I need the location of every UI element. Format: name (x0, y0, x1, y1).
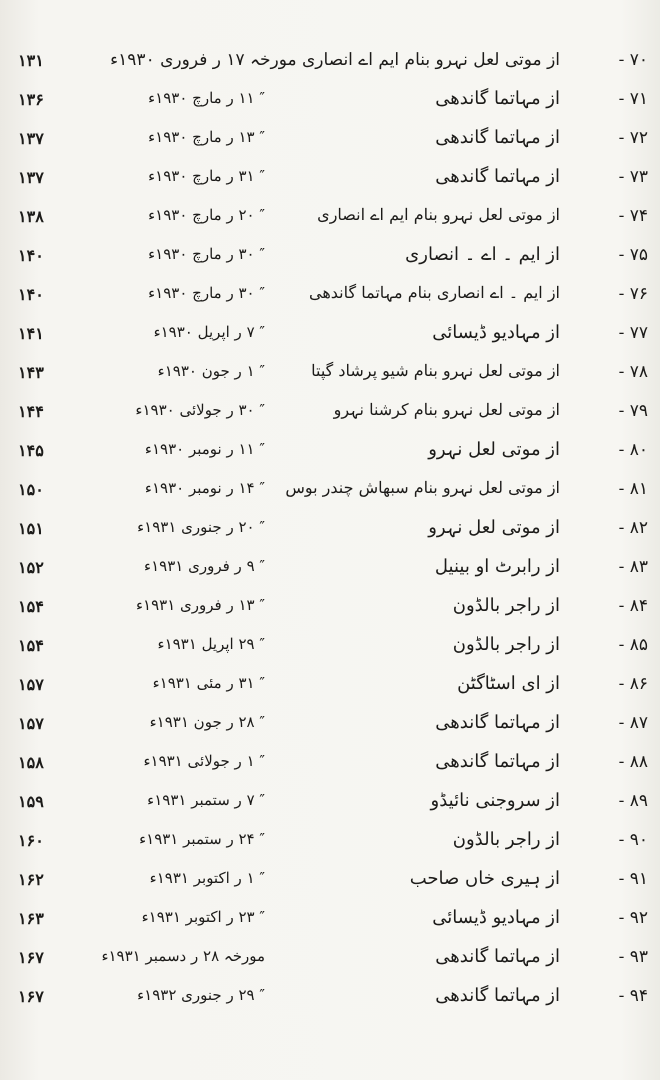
entry-author: از مہادیو ڈیسائی (432, 907, 560, 928)
entry-date: ″ ۱۱ ر نومبر ۱۹۳۰ء (144, 440, 265, 458)
entry-number: ۸۳ - (618, 557, 648, 577)
entry-page: ۱۳۷ (18, 129, 44, 148)
entry-page: ۱۵۷ (18, 675, 44, 694)
entry-page: ۱۵۹ (18, 792, 44, 811)
entry-number: ۸۹ - (618, 791, 648, 811)
list-item (0, 200, 660, 240)
entry-author: از مہاتما گاندھی (435, 88, 560, 109)
entry-page: ۱۶۷ (18, 948, 44, 967)
entry-number: ۷۵ - (618, 245, 648, 265)
list-item (0, 707, 660, 747)
entry-date: ″ ۱۱ ر مارچ ۱۹۳۰ء (148, 89, 265, 107)
list-item (0, 239, 660, 279)
entry-date: ″ ۲۸ ر جون ۱۹۳۱ء (149, 713, 265, 731)
entry-author: از مہاتما گاندھی (435, 751, 560, 772)
entry-page: ۱۵۷ (18, 714, 44, 733)
entry-date: ″ ۳۰ ر مارچ ۱۹۳۰ء (148, 284, 265, 302)
entry-date: ″ ۹ ر فروری ۱۹۳۱ء (144, 557, 265, 575)
entry-number: ۸۲ - (618, 518, 648, 538)
entry-author: از ایم ۔ اے انصاری بنام مہاتما گاندھی (309, 283, 560, 302)
entry-page: ۱۶۳ (18, 909, 44, 928)
list-item (0, 44, 660, 84)
list-item (0, 161, 660, 201)
entry-number: ۸۴ - (618, 596, 648, 616)
entry-page: ۱۳۸ (18, 207, 44, 226)
entry-page: ۱۵۱ (18, 519, 44, 538)
entry-number: ۸۵ - (618, 635, 648, 655)
entry-author: از موتی لعل نہرو بنام کرشنا نہرو (333, 400, 560, 419)
entry-date: ″ ۲۳ ر اکتوبر ۱۹۳۱ء (141, 908, 265, 926)
entry-author: از ایم ۔ اے ۔ انصاری (405, 244, 560, 265)
entry-date: ″ ۲۰ ر جنوری ۱۹۳۱ء (137, 518, 265, 536)
entry-author: از سروجنی نائیڈو (430, 790, 560, 811)
entry-number: ۷۳ - (618, 167, 648, 187)
list-item (0, 317, 660, 357)
entry-page: ۱۴۴ (18, 402, 44, 421)
entry-date: ″ ۱ ر اکتوبر ۱۹۳۱ء (149, 869, 265, 887)
entry-page: ۱۴۰ (18, 246, 44, 265)
entry-date: ″ ۱ ر جون ۱۹۳۰ء (157, 362, 265, 380)
entry-date: ″ ۳۱ ر مئی ۱۹۳۱ء (152, 674, 265, 692)
entry-date: ″ ۷ ر اپریل ۱۹۳۰ء (153, 323, 265, 341)
entry-date: ″ ۱۳ ر مارچ ۱۹۳۰ء (148, 128, 265, 146)
entry-author: از راجر بالڈون (452, 829, 560, 850)
entry-date: ″ ۳۱ ر مارچ ۱۹۳۰ء (148, 167, 265, 185)
entry-author: از موتی لعل نہرو بنام ایم اے انصاری (317, 205, 560, 224)
list-item (0, 863, 660, 903)
entry-date: مورخہ ۲۸ ر دسمبر ۱۹۳۱ء (101, 947, 265, 965)
entry-date: ″ ۱۴ ر نومبر ۱۹۳۰ء (144, 479, 265, 497)
entry-page: ۱۵۴ (18, 636, 44, 655)
entry-date: ″ ۱۳ ر فروری ۱۹۳۱ء (135, 596, 265, 614)
list-item (0, 590, 660, 630)
entry-author: از موتی لعل نہرو بنام ایم اے انصاری مورخہ ۱۷ ر فروری ۱۹۳۰ء (110, 50, 560, 70)
entry-page: ۱۴۵ (18, 441, 44, 460)
entry-date: ″ ۷ ر ستمبر ۱۹۳۱ء (147, 791, 265, 809)
entry-page: ۱۴۳ (18, 363, 44, 382)
entry-number: ۹۳ - (618, 947, 648, 967)
entry-author: از موتی لعل نہرو بنام شیو پرشاد گپتا (311, 361, 560, 380)
entry-number: ۷۲ - (618, 128, 648, 148)
list-item (0, 551, 660, 591)
entry-page: ۱۳۶ (18, 90, 44, 109)
entry-number: ۹۱ - (618, 869, 648, 889)
list-item (0, 356, 660, 396)
entry-author: از ہیری خاں صاحب (409, 868, 560, 889)
entry-number: ۷۰ - (618, 50, 648, 70)
entry-number: ۹۴ - (618, 986, 648, 1006)
list-item (0, 122, 660, 162)
entry-number: ۹۰ - (618, 830, 648, 850)
list-item (0, 629, 660, 669)
entry-date: ″ ۲۹ اپریل ۱۹۳۱ء (157, 635, 265, 653)
entry-date: ″ ۱ ر جولائی ۱۹۳۱ء (143, 752, 265, 770)
entry-number: ۷۶ - (618, 284, 648, 304)
list-item (0, 785, 660, 825)
entry-author: از موتی لعل نہرو (428, 517, 560, 538)
entry-page: ۱۵۴ (18, 597, 44, 616)
entry-page: ۱۳۱ (18, 51, 44, 70)
entry-number: ۸۱ - (618, 479, 648, 499)
entry-page: ۱۵۰ (18, 480, 44, 499)
entry-number: ۷۱ - (618, 89, 648, 109)
entry-date: ″ ۲۰ ر مارچ ۱۹۳۰ء (148, 206, 265, 224)
entry-author: از مہاتما گاندھی (435, 985, 560, 1006)
entry-number: ۷۹ - (618, 401, 648, 421)
entry-author: از موتی لعل نہرو بنام سبھاش چندر بوس (285, 478, 560, 497)
entry-number: ۷۸ - (618, 362, 648, 382)
entry-date: ″ ۲۴ ر ستمبر ۱۹۳۱ء (139, 830, 265, 848)
list-item (0, 473, 660, 513)
entry-page: ۱۶۲ (18, 870, 44, 889)
entry-author: از مہاتما گاندھی (435, 127, 560, 148)
entry-page: ۱۵۸ (18, 753, 44, 772)
entry-author: از مہاتما گاندھی (435, 712, 560, 733)
entry-number: ۸۸ - (618, 752, 648, 772)
entry-number: ۸۷ - (618, 713, 648, 733)
entry-date: ″ ۳۰ ر مارچ ۱۹۳۰ء (148, 245, 265, 263)
list-item (0, 980, 660, 1020)
list-item (0, 824, 660, 864)
entry-author: از راجر بالڈون (452, 595, 560, 616)
entry-author: از موتی لعل نہرو (428, 439, 560, 460)
entry-author: از مہاتما گاندھی (435, 166, 560, 187)
entry-number: ۸۶ - (618, 674, 648, 694)
list-item (0, 83, 660, 123)
entry-page: ۱۶۷ (18, 987, 44, 1006)
entry-page: ۱۴۱ (18, 324, 44, 343)
entry-number: ۹۲ - (618, 908, 648, 928)
entry-page: ۱۴۰ (18, 285, 44, 304)
entry-author: از راجر بالڈون (452, 634, 560, 655)
entry-number: ۷۷ - (618, 323, 648, 343)
list-item (0, 746, 660, 786)
entry-author: از ای اسٹاگٹن (457, 673, 560, 694)
entry-author: از رابرٹ او بینیل (434, 556, 560, 577)
entry-date: ″ ۳۰ ر جولائی ۱۹۳۰ء (135, 401, 265, 419)
list-item (0, 278, 660, 318)
entry-page: ۱۵۲ (18, 558, 44, 577)
list-item (0, 434, 660, 474)
list-item (0, 902, 660, 942)
entry-page: ۱۶۰ (18, 831, 44, 850)
list-item (0, 512, 660, 552)
entry-number: ۷۴ - (618, 206, 648, 226)
list-item (0, 668, 660, 708)
entry-author: از مہادیو ڈیسائی (432, 322, 560, 343)
list-item (0, 395, 660, 435)
entry-number: ۸۰ - (618, 440, 648, 460)
list-item (0, 941, 660, 981)
entry-page: ۱۳۷ (18, 168, 44, 187)
entry-date: ″ ۲۹ ر جنوری ۱۹۳۲ء (137, 986, 265, 1004)
entry-author: از مہاتما گاندھی (435, 946, 560, 967)
